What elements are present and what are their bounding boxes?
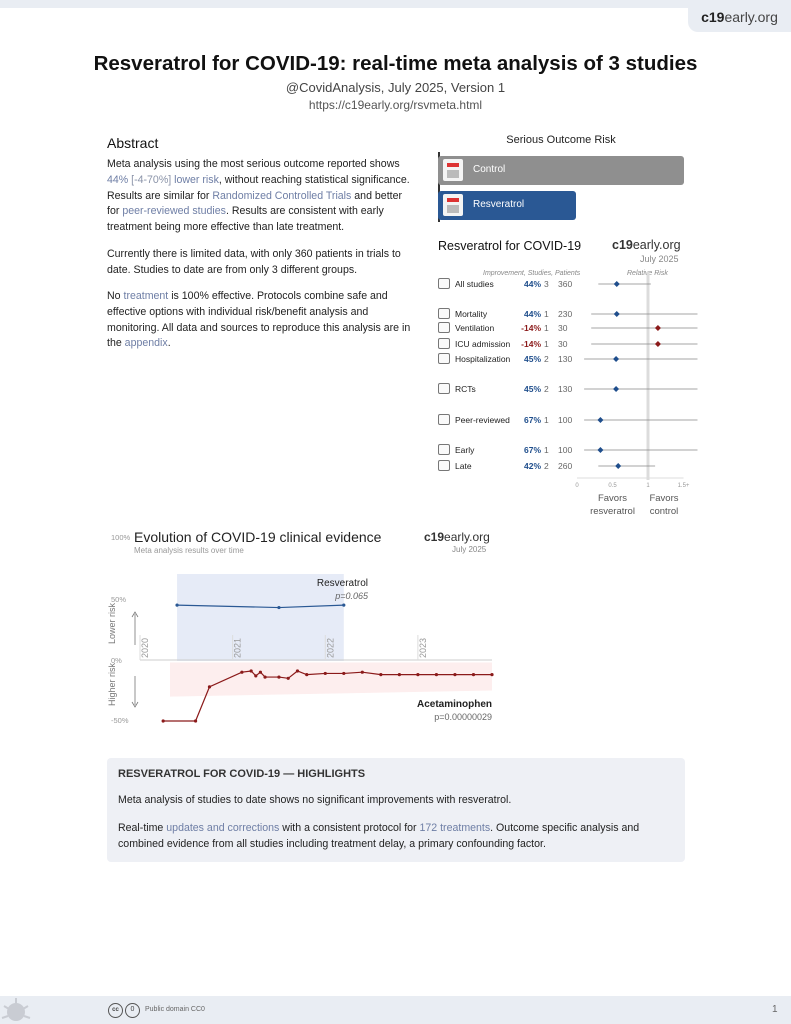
series-point [240,671,243,674]
favors-control-label: Favors control [649,493,679,517]
evolution-subtitle: Meta analysis results over time [134,546,244,555]
forest-brand: c19early.org [612,238,681,252]
series-point [342,672,345,675]
license-text[interactable]: Public domain CC0 [145,1006,205,1013]
highlights-heading: RESVERATROL FOR COVID-19 — HIGHLIGHTS [118,768,366,780]
forest-row-label: All studies [455,279,494,289]
year-label: 2022 [325,637,336,658]
series-point [208,685,211,688]
peer-reviewed-link[interactable]: peer-reviewed studies [122,205,226,218]
treatments-link[interactable]: 172 treatments [419,822,491,834]
forest-row-pct: 45% [523,354,541,364]
abstract-paragraph-1: Meta analysis using the most serious outcome reported shows 44% [-4-70%] lower risk, without reaching statistical significance. Results are similar for Randomized Controlled Trials and better for peer-reviewed studies. Results are consistent with early treatment being more effective than late treatment. [107,158,410,234]
forest-row-label: Hospitalization [455,354,511,364]
site-brand[interactable]: c19early.org [688,0,791,32]
forest-row-patients: 100 [558,415,573,425]
forest-title: Resveratrol for COVID-19 [438,239,582,253]
evolution-brand: c19early.org [424,530,490,544]
evolution-date: July 2025 [452,545,487,554]
forest-tick-label: 1 [646,483,650,489]
forest-row-studies: 3 [544,279,549,289]
forest-tick-label: 0.5 [608,483,617,489]
evo-y-top: 100% [111,533,131,542]
resveratrol-p-value: p=0.065 [335,591,368,601]
cc-icon: cc [108,1003,123,1018]
lower-risk-link[interactable]: lower risk [171,173,219,186]
forest-row-label: Peer-reviewed [455,415,510,425]
forest-row-studies: 2 [544,384,549,394]
series-point [162,719,165,722]
forest-row-pct: 44% [523,309,541,319]
forest-row-label: Mortality [455,309,488,319]
forest-row-pct: 45% [523,384,541,394]
series-point [175,604,178,607]
year-label: 2020 [140,637,150,658]
forest-row-patients: 100 [558,445,573,455]
forest-row-patients: 30 [558,323,568,333]
forest-row-patients: 130 [558,354,573,364]
abstract-paragraph-3: No treatment is 100% effective. Protocols combine safe and effective options with individual risk/benefit analysis and monitoring. All data and sources to reproduce this analysis are in the appendix. [107,290,411,350]
series-point [398,673,401,676]
forest-row-studies: 1 [544,309,549,319]
highlights-paragraph-2: Real-time updates and corrections with a consistent protocol for 172 treatments. Outcome specific analysis and combined evidence from all studies including treatment delay, a primary confounding factor. [118,822,640,850]
sor-bar-label: Resveratrol [473,199,525,210]
page-number: 1 [772,1004,778,1015]
treatment-link[interactable]: treatment [123,290,169,302]
forest-row-patients: 230 [558,309,573,319]
series-point [259,671,262,674]
highlights-paragraph-1: Meta analysis of studies to date shows no significant improvements with resveratrol. [118,794,512,806]
forest-col-header: Improvement, Studies, Patients [483,270,581,277]
resveratrol-series-label: Resveratrol [316,578,368,589]
abstract-heading: Abstract [107,135,159,151]
series-point [472,673,475,676]
series-point [379,673,382,676]
forest-row-patients: 360 [558,279,573,289]
forest-row-patients: 30 [558,339,568,349]
series-point [287,677,290,680]
series-point [342,604,345,607]
year-label: 2021 [232,637,243,658]
evolution-title: Evolution of COVID-19 clinical evidence [134,529,382,545]
forest-row-pct: 67% [523,415,541,425]
forest-row-studies: 1 [544,415,549,425]
series-point [453,673,456,676]
acetaminophen-p-value: p=0.00000029 [434,712,492,722]
series-point [435,673,438,676]
acetaminophen-ci-band [170,662,492,696]
series-point [263,675,266,678]
forest-row-pct: -14% [521,339,541,349]
series-point [305,673,308,676]
forest-row-label: Early [455,445,475,455]
series-point [277,606,280,609]
forest-row-pct: -14% [521,323,541,333]
forest-row-studies: 2 [544,354,549,364]
forest-rr-header: Relative Risk [627,270,668,277]
higher-risk-label: Higher risk [107,662,117,706]
forest-row-studies: 1 [544,339,549,349]
series-point [296,669,299,672]
rct-link[interactable]: Randomized Controlled Trials [212,189,352,202]
forest-tick-label: 1.5+ [677,483,690,489]
evo-y-neg50: -50% [111,716,129,725]
appendix-link[interactable]: appendix [124,337,168,350]
author-link[interactable]: @CovidAnalysis [285,80,381,95]
serious-outcome-title: Serious Outcome Risk [506,134,616,146]
forest-row-pct: 42% [523,461,541,471]
highlights-box [107,758,685,862]
forest-row-label: RCTs [455,384,476,394]
series-point [277,675,280,678]
byline: @CovidAnalysis, July 2025, Version 1 [285,80,506,95]
abstract-paragraph-2: Currently there is limited data, with only 360 patients in trials to date. Studies to date are from only 3 different groups. [107,248,401,276]
forest-tick-label: 0 [575,483,579,489]
series-point [250,669,253,672]
forest-row-studies: 1 [544,445,549,455]
series-point [194,719,197,722]
acetaminophen-series-label: Acetaminophen [416,699,492,710]
public-domain-icon: 0 [125,1003,140,1018]
series-point [490,673,493,676]
forest-row-patients: 130 [558,384,573,394]
forest-row-pct: 67% [523,445,541,455]
series-point [324,672,327,675]
forest-row-studies: 1 [544,323,549,333]
virus-icon [0,996,40,1024]
evo-y-0: 0% [111,656,122,665]
forest-row-label: Ventilation [455,323,495,333]
page-title: Resveratrol for COVID-19: real-time meta analysis of 3 studies [93,52,698,75]
forest-row-pct: 44% [523,279,541,289]
page-url[interactable]: https://c19early.org/rsvmeta.html [308,98,483,112]
sor-bar-label: Control [473,164,506,175]
forest-row-patients: 260 [558,461,573,471]
forest-date: July 2025 [640,254,679,264]
series-point [416,673,419,676]
series-point [254,674,257,677]
forest-row-label: Late [455,461,472,471]
evo-y-50: 50% [111,595,127,604]
year-label: 2023 [417,637,428,658]
updates-link[interactable]: updates and corrections [166,822,280,834]
forest-row-label: ICU admission [455,339,511,349]
lower-risk-label: Lower risk [107,602,117,644]
favors-resveratrol-label: Favors resveratrol [590,493,635,517]
pct-link[interactable]: 44% [107,173,129,186]
series-point [361,671,364,674]
forest-row-studies: 2 [544,461,549,471]
